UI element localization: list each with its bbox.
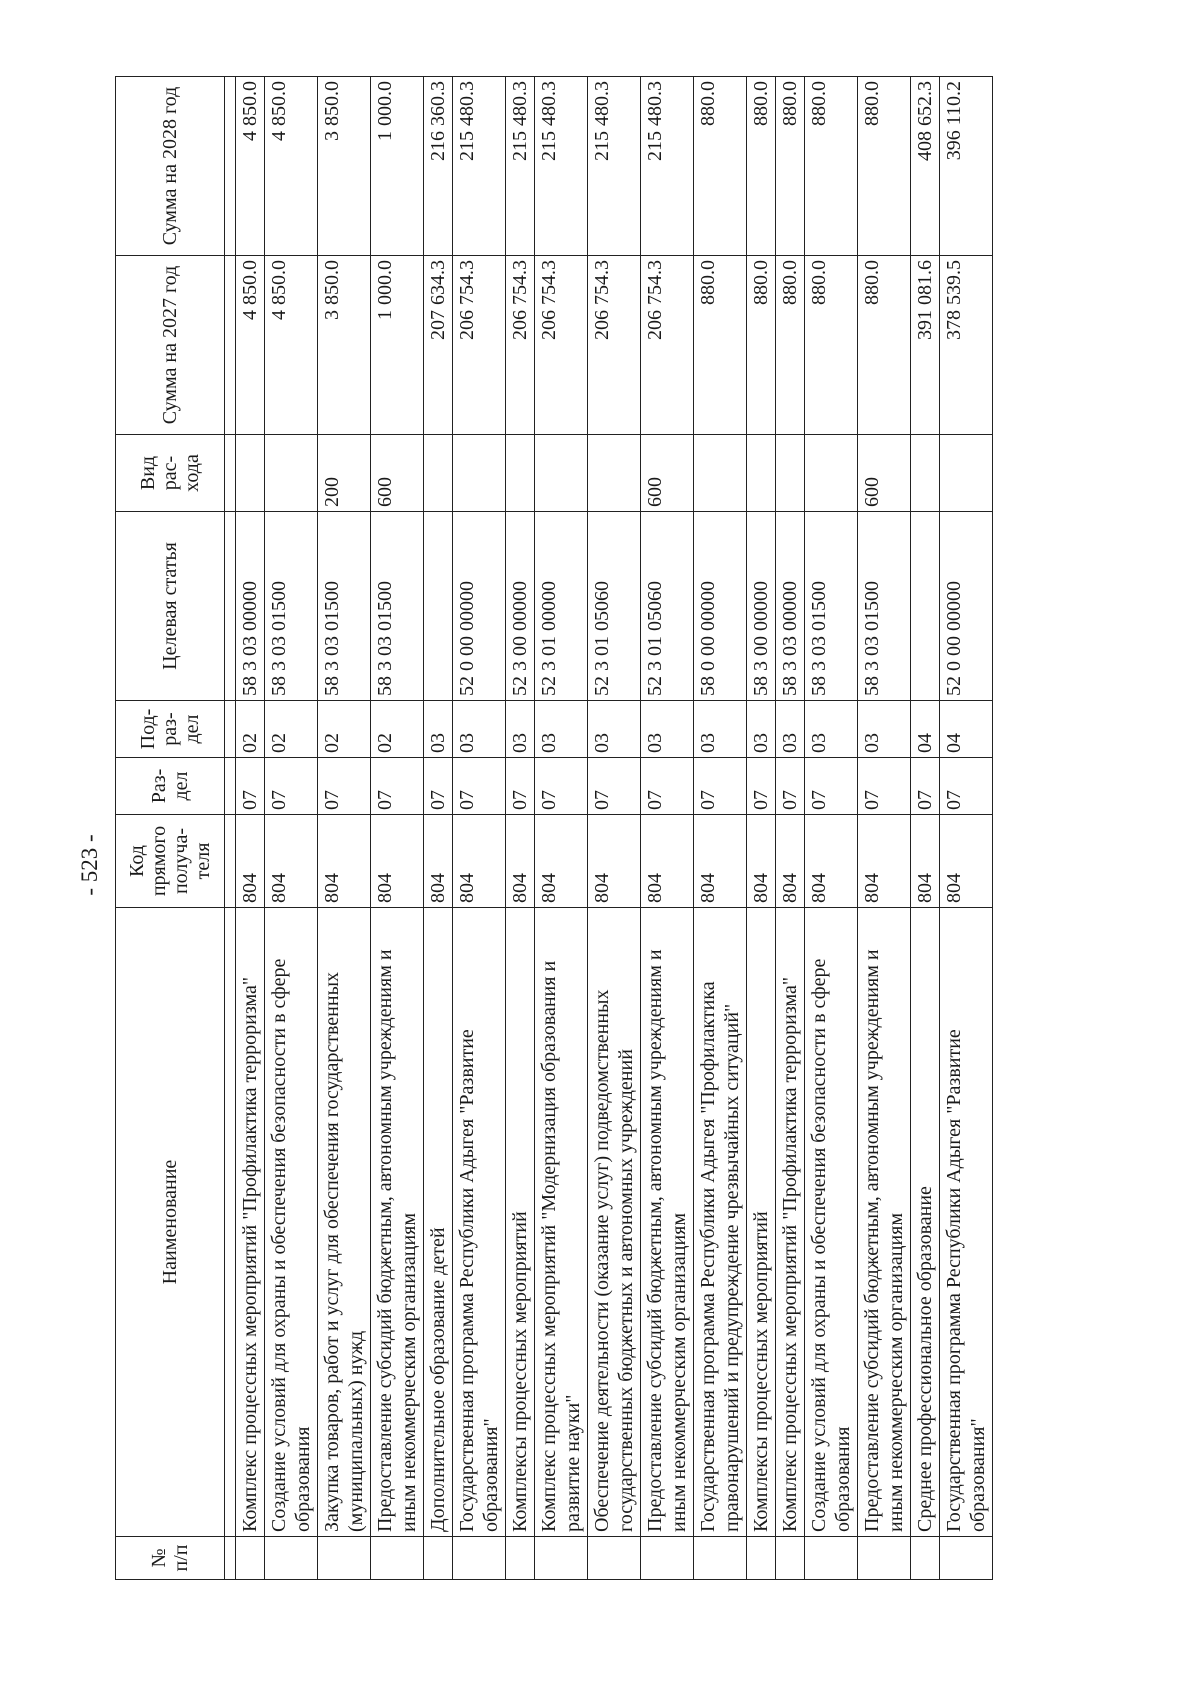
cell-code: 804 — [747, 815, 776, 908]
cell-num — [694, 1537, 747, 1580]
cell-target-item: 58 3 03 00000 — [236, 512, 265, 701]
cell-target-item: 58 3 03 01500 — [805, 512, 858, 701]
cell-expense-type — [236, 435, 265, 512]
cell-expense-type — [776, 435, 805, 512]
cell-razdel: 07 — [641, 758, 694, 815]
cell-sum-2028: 215 480.3 — [641, 77, 694, 256]
cell-sum-2027: 206 754.3 — [588, 256, 641, 435]
cell-sum-2028: 4 850.0 — [236, 77, 265, 256]
table-row — [424, 77, 453, 1580]
cell-num — [588, 1537, 641, 1580]
cell-name: Предоставление субсидий бюджетным, автономным учреждениям и иным некоммерческим организациям — [858, 908, 911, 1537]
cell-code: 804 — [588, 815, 641, 908]
cell-expense-type — [535, 435, 588, 512]
cell-num — [506, 1537, 535, 1580]
cell-num — [236, 1537, 265, 1580]
cell-sum-2028: 880.0 — [858, 77, 911, 256]
cell-sum-2027: 1 000.0 — [371, 256, 424, 435]
page-number-text: - 523 - — [77, 834, 102, 896]
cell-sum-2027: 206 754.3 — [641, 256, 694, 435]
cell-num — [453, 1537, 506, 1580]
cell-expense-type — [694, 435, 747, 512]
cell-name: Среднее профессиональное образование — [911, 908, 940, 1537]
cell-podrazdel: 03 — [776, 701, 805, 758]
cell-name: Предоставление субсидий бюджетным, автономным учреждениям и иным некоммерческим организациям — [641, 908, 694, 1537]
cell-sum-2027: 880.0 — [776, 256, 805, 435]
cell-sum-2028: 215 480.3 — [535, 77, 588, 256]
cell-code: 804 — [424, 815, 453, 908]
table-row — [940, 77, 993, 1580]
cell-sum-2028: 215 480.3 — [506, 77, 535, 256]
cell-num — [776, 1537, 805, 1580]
cell-code: 804 — [535, 815, 588, 908]
cell-razdel: 07 — [858, 758, 911, 815]
cell-num — [805, 1537, 858, 1580]
cell-num — [265, 1537, 318, 1580]
cell-razdel: 07 — [776, 758, 805, 815]
cell-target-item: 58 3 03 00000 — [776, 512, 805, 701]
cell-razdel: 07 — [747, 758, 776, 815]
cell-razdel: 07 — [453, 758, 506, 815]
cell-target-item: 58 3 03 01500 — [265, 512, 318, 701]
cell-sum-2028: 1 000.0 — [371, 77, 424, 256]
cell-target-item — [911, 512, 940, 701]
cell-expense-type — [453, 435, 506, 512]
cell-num — [424, 1537, 453, 1580]
cell-code: 804 — [694, 815, 747, 908]
cell-sum-2027: 4 850.0 — [265, 256, 318, 435]
table-row — [453, 77, 506, 1580]
cell-name: Комплекс процессных мероприятий "Профилактика терроризма" — [776, 908, 805, 1537]
cell-podrazdel: 04 — [940, 701, 993, 758]
separator-cell — [225, 758, 236, 815]
cell-sum-2027: 3 850.0 — [318, 256, 371, 435]
cell-expense-type — [940, 435, 993, 512]
header-separator-row — [225, 77, 236, 1580]
cell-sum-2027: 206 754.3 — [506, 256, 535, 435]
cell-code: 804 — [318, 815, 371, 908]
cell-razdel: 07 — [940, 758, 993, 815]
cell-target-item: 58 3 03 01500 — [858, 512, 911, 701]
cell-name: Дополнительное образование детей — [424, 908, 453, 1537]
cell-code: 804 — [940, 815, 993, 908]
header-name: Наименование — [116, 908, 225, 1537]
separator-cell — [225, 256, 236, 435]
cell-code: 804 — [805, 815, 858, 908]
header-sum-2027: Сумма на 2027 год — [116, 256, 225, 435]
table-row — [236, 77, 265, 1580]
cell-target-item: 52 3 01 00000 — [535, 512, 588, 701]
cell-target-item: 58 3 03 01500 — [371, 512, 424, 701]
cell-razdel: 07 — [588, 758, 641, 815]
cell-podrazdel: 02 — [265, 701, 318, 758]
cell-razdel: 07 — [424, 758, 453, 815]
separator-cell — [225, 1537, 236, 1580]
cell-sum-2028: 880.0 — [694, 77, 747, 256]
header-target-item: Целевая статья — [116, 512, 225, 701]
cell-sum-2028: 880.0 — [747, 77, 776, 256]
table-row — [588, 77, 641, 1580]
cell-target-item: 52 0 00 00000 — [453, 512, 506, 701]
header-num: № п/п — [116, 1537, 225, 1580]
cell-sum-2027: 206 754.3 — [453, 256, 506, 435]
cell-expense-type: 600 — [371, 435, 424, 512]
table-row — [641, 77, 694, 1580]
separator-cell — [225, 701, 236, 758]
cell-expense-type — [588, 435, 641, 512]
cell-podrazdel: 03 — [453, 701, 506, 758]
cell-sum-2028: 396 110.2 — [940, 77, 993, 256]
cell-sum-2027: 880.0 — [747, 256, 776, 435]
separator-cell — [225, 815, 236, 908]
cell-num — [858, 1537, 911, 1580]
table-row — [694, 77, 747, 1580]
cell-code: 804 — [265, 815, 318, 908]
cell-razdel: 07 — [805, 758, 858, 815]
table-row — [371, 77, 424, 1580]
table-row — [776, 77, 805, 1580]
cell-code: 804 — [641, 815, 694, 908]
cell-expense-type — [265, 435, 318, 512]
cell-sum-2028: 880.0 — [805, 77, 858, 256]
separator-cell — [225, 512, 236, 701]
cell-sum-2027: 4 850.0 — [236, 256, 265, 435]
cell-razdel: 07 — [318, 758, 371, 815]
table-row — [265, 77, 318, 1580]
cell-expense-type — [506, 435, 535, 512]
cell-sum-2027: 880.0 — [858, 256, 911, 435]
cell-target-item: 52 0 00 00000 — [940, 512, 993, 701]
cell-expense-type — [911, 435, 940, 512]
cell-expense-type — [747, 435, 776, 512]
cell-podrazdel: 03 — [535, 701, 588, 758]
cell-expense-type: 600 — [641, 435, 694, 512]
budget-table — [115, 76, 993, 1580]
table-row — [911, 77, 940, 1580]
cell-target-item: 58 3 03 01500 — [318, 512, 371, 701]
separator-cell — [225, 435, 236, 512]
cell-num — [940, 1537, 993, 1580]
cell-num — [641, 1537, 694, 1580]
table-row — [858, 77, 911, 1580]
cell-sum-2027: 207 634.3 — [424, 256, 453, 435]
cell-expense-type: 600 — [858, 435, 911, 512]
header-row — [116, 77, 225, 1580]
cell-sum-2028: 408 652.3 — [911, 77, 940, 256]
cell-sum-2027: 391 081.6 — [911, 256, 940, 435]
cell-target-item: 52 3 01 05060 — [641, 512, 694, 701]
cell-podrazdel: 02 — [236, 701, 265, 758]
separator-cell — [225, 908, 236, 1537]
cell-target-item — [424, 512, 453, 701]
table-row — [506, 77, 535, 1580]
cell-podrazdel: 03 — [641, 701, 694, 758]
cell-name: Государственная программа Республики Адыгея "Развитие образования" — [940, 908, 993, 1537]
cell-code: 804 — [506, 815, 535, 908]
cell-code: 804 — [911, 815, 940, 908]
cell-name: Создание условий для охраны и обеспечения безопасности в сфере образования — [265, 908, 318, 1537]
cell-sum-2027: 206 754.3 — [535, 256, 588, 435]
cell-target-item: 58 3 00 00000 — [747, 512, 776, 701]
cell-num — [747, 1537, 776, 1580]
cell-podrazdel: 03 — [424, 701, 453, 758]
cell-name: Создание условий для охраны и обеспечения безопасности в сфере образования — [805, 908, 858, 1537]
cell-target-item: 52 3 01 05060 — [588, 512, 641, 701]
cell-name: Государственная программа Республики Адыгея "Профилактика правонарушений и предупреждение чрезвычайных ситуаций" — [694, 908, 747, 1537]
cell-razdel: 07 — [371, 758, 424, 815]
cell-target-item: 58 0 00 00000 — [694, 512, 747, 701]
cell-name: Комплекс процессных мероприятий "Модернизация образования и развитие науки" — [535, 908, 588, 1537]
separator-cell — [225, 77, 236, 256]
cell-name: Обеспечение деятельности (оказание услуг) подведомственных государственных бюджетных и автономных учреждений — [588, 908, 641, 1537]
cell-num — [911, 1537, 940, 1580]
cell-podrazdel: 02 — [371, 701, 424, 758]
cell-razdel: 07 — [506, 758, 535, 815]
cell-target-item: 52 3 00 00000 — [506, 512, 535, 701]
cell-razdel: 07 — [535, 758, 588, 815]
cell-sum-2028: 3 850.0 — [318, 77, 371, 256]
cell-podrazdel: 03 — [805, 701, 858, 758]
cell-name: Комплекс процессных мероприятий "Профилактика терроризма" — [236, 908, 265, 1537]
cell-code: 804 — [453, 815, 506, 908]
cell-razdel: 07 — [694, 758, 747, 815]
cell-code: 804 — [776, 815, 805, 908]
cell-podrazdel: 03 — [588, 701, 641, 758]
cell-name: Государственная программа Республики Адыгея "Развитие образования" — [453, 908, 506, 1537]
cell-name: Комплексы процессных мероприятий — [506, 908, 535, 1537]
cell-name: Предоставление субсидий бюджетным, автономным учреждениям и иным некоммерческим организациям — [371, 908, 424, 1537]
cell-podrazdel: 03 — [506, 701, 535, 758]
header-recipient-code: Код прямого получа-теля — [116, 815, 225, 908]
cell-podrazdel: 03 — [694, 701, 747, 758]
table-row — [805, 77, 858, 1580]
cell-num — [535, 1537, 588, 1580]
cell-sum-2027: 378 539.5 — [940, 256, 993, 435]
cell-sum-2027: 880.0 — [805, 256, 858, 435]
cell-podrazdel: 04 — [911, 701, 940, 758]
cell-code: 804 — [236, 815, 265, 908]
cell-sum-2028: 216 360.3 — [424, 77, 453, 256]
cell-sum-2028: 880.0 — [776, 77, 805, 256]
header-subsection: Под-раз-дел — [116, 701, 225, 758]
cell-code: 804 — [371, 815, 424, 908]
cell-num — [371, 1537, 424, 1580]
cell-sum-2027: 880.0 — [694, 256, 747, 435]
table-row — [535, 77, 588, 1580]
cell-sum-2028: 4 850.0 — [265, 77, 318, 256]
cell-expense-type — [424, 435, 453, 512]
cell-razdel: 07 — [265, 758, 318, 815]
cell-podrazdel: 03 — [747, 701, 776, 758]
cell-sum-2028: 215 480.3 — [453, 77, 506, 256]
rotated-page-content — [115, 81, 1055, 1580]
table-row — [318, 77, 371, 1580]
cell-num — [318, 1537, 371, 1580]
header-sum-2028: Сумма на 2028 год — [116, 77, 225, 256]
cell-expense-type — [805, 435, 858, 512]
cell-expense-type: 200 — [318, 435, 371, 512]
table-row — [747, 77, 776, 1580]
cell-code: 804 — [858, 815, 911, 908]
header-expense-type: Вид рас-хода — [116, 435, 225, 512]
cell-name: Закупка товаров, работ и услуг для обеспечения государственных (муниципальных) нужд — [318, 908, 371, 1537]
cell-razdel: 07 — [911, 758, 940, 815]
cell-podrazdel: 02 — [318, 701, 371, 758]
header-section: Раз-дел — [116, 758, 225, 815]
cell-sum-2028: 215 480.3 — [588, 77, 641, 256]
page-number — [70, 835, 110, 895]
cell-podrazdel: 03 — [858, 701, 911, 758]
cell-name: Комплексы процессных мероприятий — [747, 908, 776, 1537]
cell-razdel: 07 — [236, 758, 265, 815]
